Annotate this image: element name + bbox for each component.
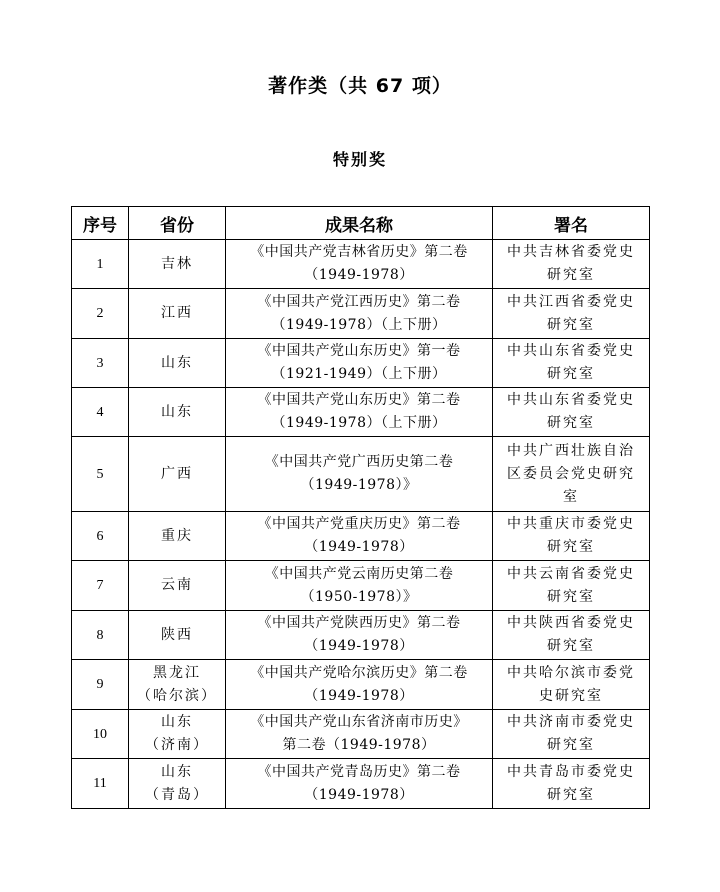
- title-cell: [226, 437, 493, 512]
- org-cell-line: 中共济南市委党史: [507, 714, 635, 730]
- province-cell: [129, 240, 226, 289]
- title-cell-line: 《中国共产党山东省济南市历史》: [250, 714, 468, 730]
- row-number: 11: [72, 759, 129, 809]
- row-number: 2: [72, 289, 129, 339]
- title-cell-line: （1949-1978）》: [300, 477, 418, 493]
- org-cell-line: 研究室: [547, 786, 595, 803]
- province-cell-line: （青岛）: [145, 786, 209, 803]
- province-cell-line: （济南）: [145, 737, 209, 753]
- province-cell-line: （哈尔滨）: [137, 687, 217, 704]
- org-cell-line: 研究室: [547, 737, 595, 753]
- org-cell-line: 史研究室: [539, 687, 603, 704]
- province-cell: [129, 339, 226, 388]
- province-cell: [129, 660, 226, 710]
- org-cell-line: 中共山东省委党史: [507, 392, 635, 408]
- org-cell-line: 室: [563, 488, 579, 505]
- province-cell: [129, 512, 226, 561]
- province-cell-line: 黑龙江: [153, 664, 201, 681]
- province-cell-line: 山东: [161, 763, 193, 780]
- column-header-org: 署名: [493, 207, 650, 240]
- org-cell: [493, 759, 650, 809]
- row-number: 6: [72, 512, 129, 561]
- title-cell-line: 《中国共产党哈尔滨历史》第二卷: [250, 664, 468, 681]
- title-cell-line: （1949-1978）: [304, 267, 414, 283]
- title-cell-line: 《中国共产党山东历史》第一卷: [257, 343, 461, 359]
- title-cell-line: 《中国共产党重庆历史》第二卷: [257, 516, 461, 532]
- table-row: [72, 437, 650, 512]
- title-cell: [226, 339, 493, 388]
- title-cell: [226, 561, 493, 611]
- province-cell-line: 山东: [161, 403, 193, 420]
- title-cell-line: （1921-1949）（上下册）: [271, 366, 447, 382]
- table-row: [72, 611, 650, 660]
- province-cell: [129, 561, 226, 611]
- org-cell-line: 研究室: [547, 539, 595, 555]
- org-cell-line: 中共云南省委党史: [507, 565, 635, 582]
- province-cell: [129, 611, 226, 660]
- province-cell: [129, 710, 226, 759]
- column-header-title: 成果名称: [226, 207, 493, 240]
- row-number: 7: [72, 561, 129, 611]
- org-cell: [493, 388, 650, 437]
- row-number: 9: [72, 660, 129, 710]
- province-cell: [129, 388, 226, 437]
- title-cell-line: 《中国共产党江西历史》第二卷: [257, 293, 461, 310]
- title-cell-line: 《中国共产党青岛历史》第二卷: [257, 763, 461, 780]
- org-cell: [493, 660, 650, 710]
- org-cell-line: 中共山东省委党史: [507, 343, 635, 359]
- org-cell-line: 中共哈尔滨市委党: [507, 664, 635, 681]
- table-row: [72, 388, 650, 437]
- table-row: [72, 759, 650, 809]
- table-row: [72, 561, 650, 611]
- org-cell: [493, 611, 650, 660]
- table-row: [72, 339, 650, 388]
- org-cell-line: 中共青岛市委党史: [507, 763, 635, 780]
- title-cell-line: （1949-1978）（上下册）: [271, 415, 447, 431]
- title-cell: [226, 710, 493, 759]
- province-cell-line: 重庆: [161, 527, 193, 544]
- province-cell: [129, 437, 226, 512]
- title-cell: [226, 611, 493, 660]
- title-cell-line: （1949-1978）: [304, 687, 414, 704]
- table-row: [72, 512, 650, 561]
- org-cell-line: 研究室: [547, 316, 595, 333]
- table-body: [72, 240, 650, 809]
- title-cell-line: 《中国共产党吉林省历史》第二卷: [250, 244, 468, 260]
- table-header-row: [72, 207, 650, 240]
- title-cell-line: （1949-1978）: [304, 638, 414, 654]
- province-cell: [129, 759, 226, 809]
- page-title: 著作类（共 67 项）: [268, 75, 452, 97]
- title-cell-line: 第二卷（1949-1978）: [282, 737, 436, 753]
- title-cell-line: 《中国共产党广西历史第二卷: [264, 454, 454, 470]
- title-cell-line: 《中国共产党陕西历史》第二卷: [257, 615, 461, 631]
- table-row: [72, 710, 650, 759]
- column-header-no: 序号: [72, 207, 129, 240]
- org-cell: [493, 339, 650, 388]
- org-cell-line: 研究室: [547, 588, 595, 605]
- org-cell-line: 中共江西省委党史: [507, 293, 635, 310]
- title-cell: [226, 660, 493, 710]
- org-cell-line: 中共陕西省委党史: [507, 615, 635, 631]
- org-cell-line: 中共吉林省委党史: [507, 244, 635, 260]
- province-cell-line: 云南: [161, 577, 193, 593]
- title-cell-line: （1949-1978）（上下册）: [271, 316, 447, 333]
- province-cell-line: 广西: [161, 465, 193, 482]
- title-cell-line: （1949-1978）: [304, 786, 414, 803]
- province-cell-line: 山东: [161, 714, 193, 730]
- org-cell-line: 研究室: [547, 638, 595, 654]
- title-cell-line: 《中国共产党山东历史》第二卷: [257, 392, 461, 408]
- org-cell-line: 区委员会党史研究: [507, 465, 635, 482]
- org-cell-line: 研究室: [547, 415, 595, 431]
- row-number: 1: [72, 240, 129, 289]
- title-cell: [226, 388, 493, 437]
- section-title: 特别奖: [332, 150, 387, 169]
- province-cell-line: 陕西: [161, 626, 193, 643]
- title-cell-line: （1950-1978）》: [300, 588, 418, 605]
- org-cell: [493, 710, 650, 759]
- org-cell: [493, 240, 650, 289]
- table-row: [72, 660, 650, 710]
- org-cell: [493, 437, 650, 512]
- title-cell-line: 《中国共产党云南历史第二卷: [264, 565, 454, 582]
- column-header-province: 省份: [129, 207, 226, 240]
- awards-table: [71, 206, 650, 809]
- row-number: 4: [72, 388, 129, 437]
- org-cell-line: 研究室: [547, 267, 595, 283]
- province-cell-line: 吉林: [161, 255, 193, 272]
- row-number: 10: [72, 710, 129, 759]
- province-cell-line: 江西: [161, 305, 193, 321]
- title-cell: [226, 240, 493, 289]
- org-cell-line: 中共广西壮族自治: [507, 442, 635, 459]
- title-cell: [226, 759, 493, 809]
- org-cell: [493, 561, 650, 611]
- org-cell-line: 研究室: [547, 366, 595, 382]
- province-cell: [129, 289, 226, 339]
- row-number: 5: [72, 437, 129, 512]
- title-cell: [226, 289, 493, 339]
- table-row: [72, 289, 650, 339]
- title-cell: [226, 512, 493, 561]
- org-cell: [493, 512, 650, 561]
- org-cell-line: 中共重庆市委党史: [507, 516, 635, 532]
- province-cell-line: 山东: [161, 354, 193, 371]
- title-cell-line: （1949-1978）: [304, 539, 414, 555]
- row-number: 3: [72, 339, 129, 388]
- org-cell: [493, 289, 650, 339]
- table-row: [72, 240, 650, 289]
- row-number: 8: [72, 611, 129, 660]
